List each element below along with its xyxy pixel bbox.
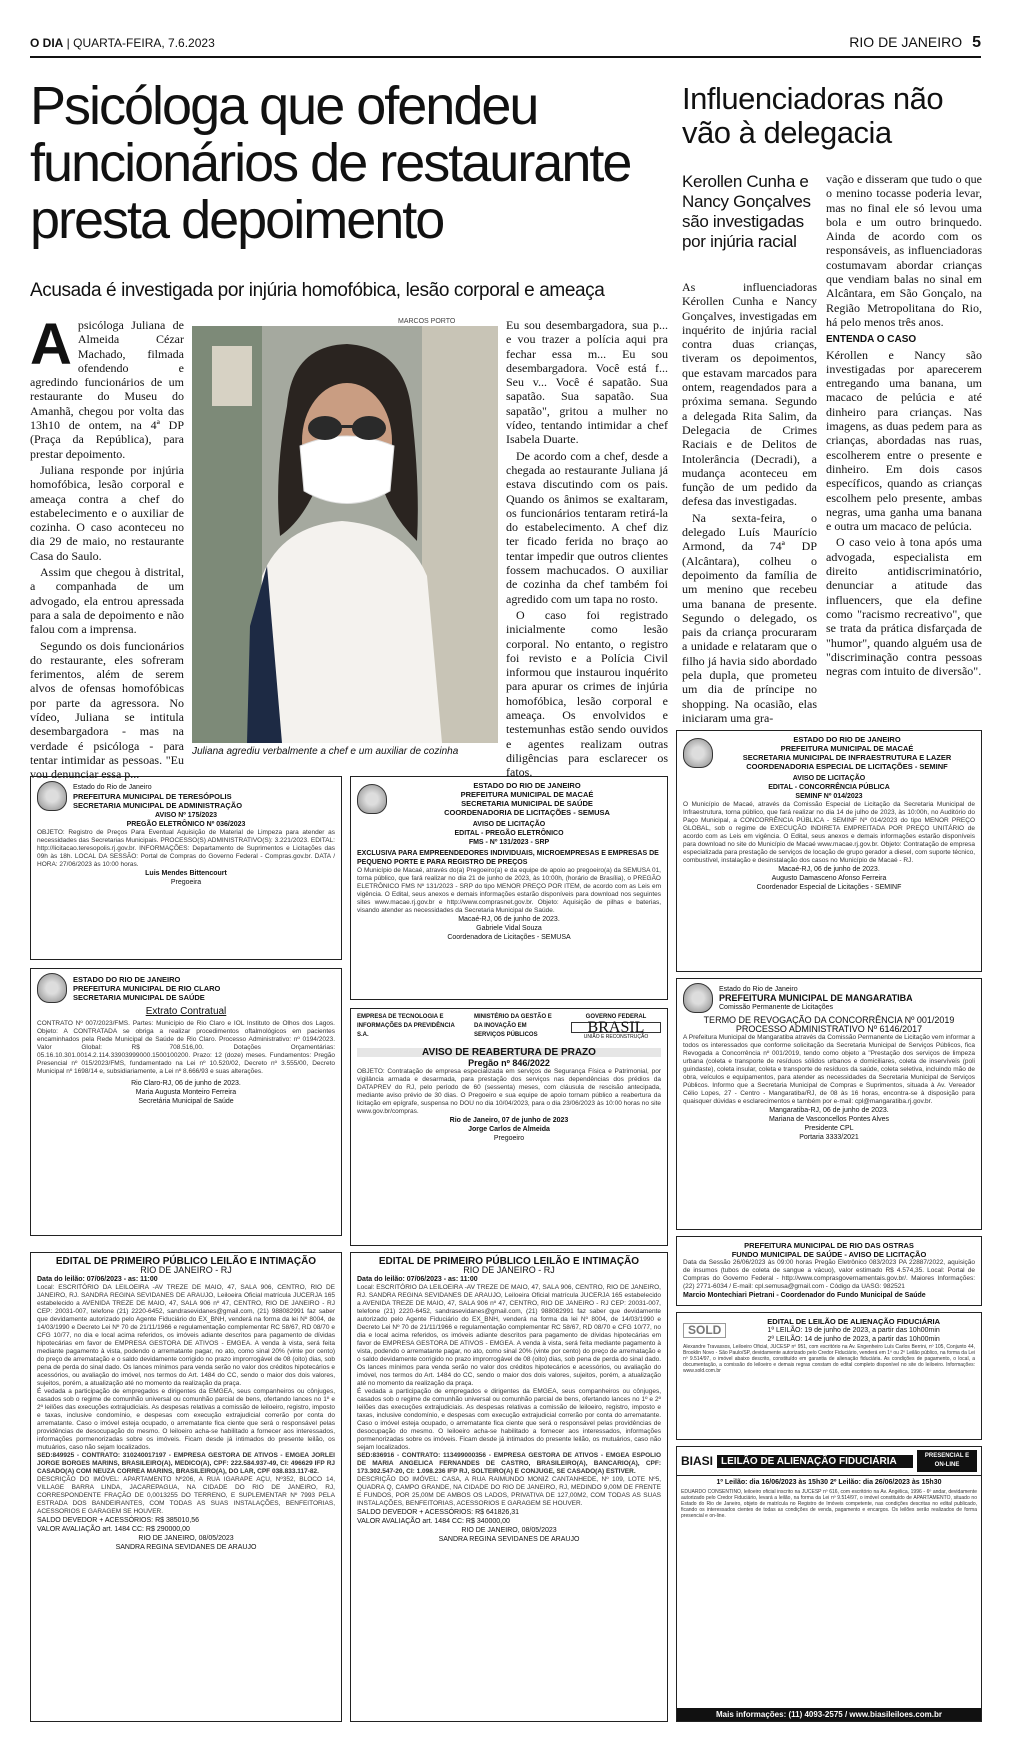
side-column-1 <box>682 280 817 725</box>
ad-signature: Mariana de Vasconcellos Pontes Alves <box>768 1116 890 1123</box>
ad-dates: 1º Leilão: dia 16/06/2023 às 15h30 2º Leilão: dia 26/06/2023 às 15h30 <box>716 1479 942 1486</box>
paragraph: O caso foi registrado inicialmente como lesão corporal. No entanto, o registro foi revisto e a Polícia Civil informou que instaurou inquérito para apurar os crimes de injúria homofóbica, lesão corporal e ameaça. Os envolvidos e testemunhas estão sendo ouvidos e agentes realizam outras diligências para esclarecer os fatos. <box>506 607 668 780</box>
ad-line: EDITAL - PREGÃO ELETRÔNICO <box>454 830 564 837</box>
sold-logo: SOLD <box>683 1323 726 1338</box>
ad-portaria: Portaria 3333/2021 <box>799 1134 859 1141</box>
paragraph: As influenciadoras Kérollen Cunha e Nancy Gonçalves, investigadas em inquérito de injúria racial contra duas crianças, tiveram os depoimentos, que estavam marcados para ontem, reagendados para a próxima semana. Segundo a delegada Rita Salim, da Delegacia de Crimes Raciais e de Delitos de Intolerância (Decradi), a mudança aconteceu em função de um pedido da defesa das investigadas. <box>682 280 817 509</box>
ad-city: RIO DE JANEIRO - RJ <box>140 1265 232 1275</box>
side-column-2 <box>826 172 982 698</box>
ad-line: COORDENADORIA ESPECIAL DE LICITAÇÕES - SEMINF <box>746 762 948 771</box>
ad-line: SECRETARIA MUNICIPAL DE SAÚDE <box>73 992 205 1002</box>
ad-badge: PRESENCIAL E ON-LINE <box>917 1450 977 1472</box>
ad-line: VALOR AVALIAÇÃO art. 1484 CC: R$ 340000,00 <box>357 1518 510 1525</box>
ad-body: É vedada a participação de empregados e dirigentes da EMGEA, seus companheiros ou cônjuges, casados sob o regime de comunhão universal ou comunhão parcial de bens, ofertando lances no 1º e 2º leilões das execuções extrajudiciais. As despesas relativas a comissão de leiloeiro, registro, imposto e taxas, inclusive condomínio, e despesas com execução extrajudicial correrão por conta do arrematante. Caso o imóvel esteja ocupado, o arrematante fica ciente que será o responsável pelas providências de desocupação do mesmo. O leiloeiro acha-se habilitado a fornecer aos interessados, informações pormenorizadas sobre os imóveis. Ficam desde já intimados do presente leilão, os mutuários, caso não sejam localizados. <box>357 1388 661 1451</box>
coat-of-arms-icon <box>37 781 67 811</box>
ad-title: TERMO DE REVOGAÇÃO DA CONCORRÊNCIA Nº 001/2019 <box>703 1015 955 1025</box>
ad-role: Pregoeira <box>170 879 202 886</box>
page-header <box>30 30 981 58</box>
ad-body: DESCRIÇÃO DO IMÓVEL: CASA, A RUA RAIMUNDO MONIZ CANTANHEDE, Nº 109, LOTE Nº5, QUADRA Q, CAMPO GRANDE, NA CIDADE DO RIO DE JANEIRO, RJ, MEDINDO 9,00M DE FRENTE E FUNDOS, POR 25,00M DE AMBOS OS LADOS, PRIVATIVA DE 127,00M2, COM TODAS AS SUAS INSTALAÇÕES, BENFEITORIAS, ACESSORIOS E GARAGEM SE HOUVER. <box>357 1476 661 1507</box>
ad-title: PROCESSO ADMINISTRATIVO Nº 6146/2017 <box>735 1024 923 1034</box>
ad-line: PREFEITURA MUNICIPAL DE TERESÓPOLIS <box>73 791 232 801</box>
ad-line: FUNDO MUNICIPAL DE SAÚDE - AVISO DE LICITAÇÃO <box>731 1250 927 1259</box>
ad-date: Rio de Janeiro, 07 de junho de 2023 <box>449 1117 569 1124</box>
ad-date: Mangaratiba-RJ, 06 de junho de 2023. <box>769 1107 889 1114</box>
ad-body: É vedada a participação de empregados e dirigentes da EMGEA, seus companheiros ou cônjuges, casados sob o regime de comunhão universal ou comunhão parcial de bens, ofertando lances no 1º e 2º leilões das execuções extrajudiciais. As despesas relativas a comissão de leiloeiro, registro, imposto e taxas, inclusive condomínio, e despesas com execução extrajudicial correrão por conta do arrematante. Caso o imóvel esteja ocupado, o arrematante fica ciente que será o responsável pelas providências de desocupação do mesmo. O leiloeiro acha-se habilitado a fornecer aos interessados, informações pormenorizadas sobre os imóveis. Ficam desde já intimados do presente leilão, os mutuários, caso não sejam localizados. <box>37 1388 335 1451</box>
ad-title: Extrato Contratual <box>145 1006 227 1017</box>
ad-line: Estado do Rio de Janeiro <box>73 783 152 791</box>
ad-body: Local: ESCRITÓRIO DA LEILOEIRA -AV TREZE DE MAIO, 47, SALA 906, CENTRO, RIO DE JANEIRO, RJ. SANDRA REGINA SEVIDANES DE ARAUJO, Leiloeira Oficial matrícula JUCERJA 165 estabelecido a AVENIDA TREZE DE MAIO, 47, SALA 906 nº 47, CENTRO, RIO DE JANEIRO - RJ CEP: 20031-007, telefone (21) 2220-6452, sandrasevidanes@gmail.com, (21) 988082991 faz saber que devidamente autorizado pelo Agente Fiduciário do EX_BNH, venderá na forma da lei Nº 8004, de 14/03/1990 e Decreto Lei Nº 70 de 21/11/1966 e regulamentação complementar RC 58/67, RD 08/70 e CFG 10/77, no dia e local acima referidos, os imóveis adiante descritos para pagamento de dívidas hipotecárias em favor de EMPRESA GESTORA DE ATIVOS - EMGEA. A venda à vista, será feita mediante pagamento à vista, podendo o arrematante pagar, no ato, como sinal 20% (vinte por cento) do preço de arrematação e o saldo devidamente corrigido no prazo improrrogável de 08 (oito) dias, sob pena de perda do sinal dado. Os lances mínimos para venda serão no valor dos créditos hipotecários e acessórios, ou avaliação do imóvel, nos termos do Art. 1484 do CC, sendo o maior dos dois valores, sujeitos, porém, a atualização até no momento da realização da praça. <box>37 1284 335 1387</box>
ad-body: A Prefeitura Municipal de Mangaratiba através da Comissão Permanente de Licitação vem informar a todos os interessados que conforme solicitação da Secretaria Municipal de Serviços Públicos, fica Revogada a Concorrência nº 001/2019, tendo como objeto a "Prestação dos serviços de limpeza urbana (coleta e transporte de resíduos sólidos urbanos e domiciliares, coleta de inservíveis (poli guindaste), coleta insular, coleta e transporte de resíduos da saúde, coleta seletiva, incluindo mão de obra, veículos e equipamentos, para atender as necessidades da Secretaria Municipal de Serviços Públicos. Informo que a Secretaria Municipal de Compras e Suprimentos, situada à Av. Vereador Célio Lopes, 27 - Centro - Mangaratiba/RJ, de 08 às 16 horas, encontra-se à disposição para quaisquer dúvidas e esclarecimentos e também por e-mail: cpl@mangaratiba.rj.gov.br. <box>683 1034 975 1105</box>
ad-line: AVISO DE LICITAÇÃO <box>792 775 866 782</box>
ad-signature: Augusto Damasceno Afonso Ferreira <box>771 875 887 882</box>
ad-body: EDUARDO CONSENTINO, leiloeiro oficial inscrito na JUCESP nº 616, com escritório na Av. Angélica, 1996 - 6º andar, devidamente autorizado pelo Credor Fiduciário, levará a leilão, na forma da Lei nº 9.514/97, o imóvel constituído de APARTAMENTO, situado no Estado do Rio de Janeiro, objeto de matrícula no Registro de Imóveis competente, nas condições descritas no edital publicado, ficando os interessados cientes de todas as condições de venda, pagamento e encargos. Os leilões serão realizados de forma presencial e on-line. <box>681 1489 977 1519</box>
ad-line: Estado do Rio de Janeiro <box>719 985 798 993</box>
ad-signature: SANDRA REGINA SEVIDANES DE ARAUJO <box>115 1544 257 1551</box>
ad-line: SECRETARIA MUNICIPAL DE ADMINISTRAÇÃO <box>73 800 243 810</box>
paper-name: O DIA <box>30 36 64 50</box>
ad-signature: Luis Mendes Bittencourt <box>145 870 227 877</box>
ad-body: OBJETO: Registro de Preços Para Eventual Aquisição de Material de Limpeza para atender as necessidades das Secretarias Municipais. PROCESSO(S) ADMINISTRATIVO(S): 3.221/2023. EDITAL: http://licitacao.teresopolis.rj.gov.br. INFORMAÇÕES: Departamento de Suprimentos e Licitações das 09h às 18h. LOCAL DA SESSÃO: Portal de Compras do Governo Federal - Compras.gov.br. DATA / HORA: 27/06/2023 às 10:00 horas. <box>37 829 335 868</box>
paragraph: De acordo com a chef, desde a chegada ao restaurante Juliana já estava discutindo com os pais. Quando os ânimos se exaltaram, os funcionários tentaram retirá-la do estabelecimento. A chef diz ter ficado ferida no braço ao tentar impedir que outros clientes fossem machucados. O auxiliar de cozinha da chef também foi agredido com um tapa no rosto. <box>506 448 668 606</box>
ad-rio-claro <box>30 968 342 1236</box>
ad-role: Coordenadora de Licitações - SEMUSA <box>447 934 571 941</box>
ad-biasi-leilao <box>676 1446 982 1722</box>
coat-of-arms-icon <box>683 983 713 1013</box>
main-deck: Acusada é investigada por injúria homofóbica, lesão corporal e ameaça <box>30 280 605 301</box>
ad-line: UNIÃO E RECONSTRUÇÃO <box>583 1034 649 1040</box>
ad-signature: SANDRA REGINA SEVIDANES DE ARAUJO <box>438 1536 580 1543</box>
paragraph: psicóloga Juliana de Almeida Cézar Machado, filmada ofendendo e agredindo funcionários de um restaurante do Museu do Amanhã, chegou por volta das 13h10 de ontem, na 4ª DP (Praça da República), para prestar depoimento. <box>30 318 184 461</box>
ad-line: ESTADO DO RIO DE JANEIRO <box>473 781 581 790</box>
paragraph: Eu sou desembargadora, sua p... e vou trazer a polícia aqui pra fechar essa m... Eu sou desembargadora. Você está f... Seu v... Você é sapatão. Sua sapatão. Sua sapatão. Sua sapatão", gritou a mulher no vídeo, tentando intimidar a chef Isabela Duarte. <box>506 318 668 447</box>
ad-signature: Marcio Montechiari Pietrani - Coordenador do Fundo Municipal de Saúde <box>683 1292 926 1299</box>
ad-line: SECRETARIA MUNICIPAL DE SAÚDE <box>461 799 593 808</box>
ad-line: GOVERNO FEDERAL <box>585 1014 647 1020</box>
ad-body: DESCRIÇÃO DO IMÓVEL: APARTAMENTO Nº206, A RUA IGARAPE AÇU, Nº352, BLOCO 14, VILLAGE BARRA LINDA, JACAREPAGUA, NA CIDADE DO RIO DE JANEIRO, RJ, CORRESPONDENTE FRAÇÃO DE 0,0013255 DO TERRENO, E SUPLEMENTAR Nº 7993 PELA ESTRADA DOS BANDEIRANTES, COM TODAS AS SUAS INSTALAÇÕES, BENFEITORIAS, ACESSORIOS E GARAGEM SE HOUVER. <box>37 1476 335 1515</box>
paragraph: Assim que chegou à distrital, a companhada de um advogado, ela entrou apressada para a sala de depoimento e não falou com a imprensa. <box>30 565 184 637</box>
biasi-logo: BIASI <box>681 1453 714 1468</box>
ad-body: Local: ESCRITÓRIO DA LEILOEIRA -AV TREZE DE MAIO, 47, SALA 906, CENTRO, RIO DE JANEIRO, RJ. SANDRA REGINA SEVIDANES DE ARAUJO, Leiloeira Oficial matrícula JUCERJA 165 estabelecido a AVENIDA TREZE DE MAIO, 47, SALA 906 nº 47, CENTRO, RIO DE JANEIRO - RJ CEP: 20031-007, telefone (21) 2220-6452, sandrasevidanes@gmail.com, (21) 988082991 faz saber que devidamente autorizado pelo Agente Fiduciário do EX_BNH, venderá na forma da lei Nº 8004, de 14/03/1990 e Decreto Lei Nº 70 de 21/11/1966 e regulamentação complementar RC 58/67, RD 08/70 e CFG 10/77, no dia e local acima referidos, os imóveis adiante descritos para pagamento de dívidas hipotecárias em favor de EMPRESA GESTORA DE ATIVOS - EMGEA. A venda à vista, será feita mediante pagamento à vista, podendo o arrematante pagar, no ato, como sinal 20% (vinte por cento) do preço de arrematação e o saldo devidamente corrigido no prazo improrrogável de 08 (oito) dias, sob pena de perda do sinal dado. Os lances mínimos para venda serão no valor dos créditos hipotecários e acessórios, ou avaliação do imóvel, nos termos do Art. 1484 do CC, sendo o maior dos dois valores, sujeitos, porém, a atualização até no momento da realização da praça. <box>357 1284 661 1387</box>
ad-line: SALDO DEVEDOR + ACESSÓRIOS: R$ 385010,56 <box>37 1517 200 1524</box>
ad-line: SALDO DEVEDOR + ACESSÓRIOS: R$ 641826,31 <box>357 1509 520 1516</box>
ad-leilao-2 <box>350 1252 668 1722</box>
ad-body: Alexandre Travassos, Leiloeiro Oficial, JUCESP nº 951, com escritório na Av. Engenheiro Luís Carlos Berrini, nº 105, Conjunto 44, Brooklin Novo - São Paulo/SP, devidamente autorizado pelo Credor Fiduciário, venderá em 1º ou 2º Leilão público, na forma da Lei nº 9.514/97, o imóvel abaixo descrito, constituído em garantia de alienação fiduciária. As condições de pagamento, o local, a documentação, a comissão do leiloeiro e demais regras constam do edital completo disponível no site do leiloeiro. Informações: www.sold.com.br <box>683 1344 975 1374</box>
ad-line: MINISTÉRIO DA GESTÃO E DA INOVAÇÃO EM SERVIÇOS PÚBLICOS <box>474 1014 552 1038</box>
section-name: RIO DE JANEIRO <box>849 34 963 50</box>
ad-line: AVISO Nº 175/2023 <box>155 812 217 819</box>
ad-line: AVISO DE LICITAÇÃO <box>472 821 546 828</box>
ad-line: SECRETARIA MUNICIPAL DE INFRAESTRUTURA E LAZER <box>742 753 952 762</box>
main-headline: Psicóloga que ofendeu funcionários de restaurante presta depoimento <box>30 76 631 250</box>
ad-line: PREFEITURA MUNICIPAL DE MANGARATIBA <box>719 992 913 1003</box>
paragraph: vação e disseram que tudo o que o menino tocasse poderia levar, mas no final ele só levou uma bola e um outro brinquedo. Ainda de acordo com os responsáveis, as influenciadoras costumavam abordar crianças que vendiam balas no sinal em Alcântara, em São Gonçalo, na Região Metropolitana do Rio, há pelo menos três anos. <box>826 172 982 329</box>
side-deck: Kerollen Cunha e Nancy Gonçalves são investigadas por injúria racial <box>682 172 811 251</box>
ad-date-line: Data do leilão: 07/06/2023 - as: 11:00 <box>357 1276 478 1283</box>
header-right <box>849 34 981 52</box>
ad-line: EXCLUSIVA PARA EMPREENDEDORES INDIVIDUAIS, MICROEMPRESAS E EMPRESAS DE PEQUENO PORTE E PARA REGISTRO DE PREÇOS <box>357 850 659 866</box>
ad-body: O Município de Macaé, através da Comissão Especial de Licitação da Secretaria Municipal de Infraestrutura, torna público, que fará realizar no dia 14 de julho de 2023, às 10:00h, no Auditório do Paço Municipal, a CONCORRÊNCIA PÚBLICA - SEMINF Nº 014/2023 do tipo MENOR PREÇO GLOBAL, sob o regime de EXECUÇÃO INDIRETA EMPREITADA POR PREÇO UNITÁRIO de acordo com as Leis em vigência. O Edital, seus anexos e demais informações estarão disponíveis para download no site do Município de Macaé www.macae.rj.gov.br. Objeto: Contratação de empresa especializada para prestação de serviços de locação de grupo gerador a diesel, com suporte técnico, combustível, instalação e desinstalação dos casos no Município de Macaé - RJ. <box>683 801 975 864</box>
photo-credit: MARCOS PORTO <box>398 318 456 325</box>
ad-date: RIO DE JANEIRO, 08/05/2023 <box>138 1535 234 1542</box>
main-column-3 <box>506 318 668 780</box>
ad-line: Comissão Permanente de Licitações <box>719 1003 834 1011</box>
paragraph: Juliana responde por injúria homofóbica, lesão corporal e ameaça contra a chef do estabelecimento e o auxiliar de cozinha. O caso aconteceu no dia 29 de maio, no restaurante Casa do Saulo. <box>30 462 184 563</box>
ad-body: OBJETO: Contratação de empresa especializada em serviços de Segurança Física e Patrimonial, por vigilância armada e desarmada, para prestação dos serviços nas dependências dos prédios da DATAPREV do RJ, pelo período de 60 (sessenta) meses, com cláusula de rescisão antecipada, mediante aviso prévio de 30 dias. O Pregoeiro e sua equipe de apoio tornam público a reabertura da licitação em epígrafe, suspensa no DOU no dia 10/04/2023, para o dia 23/06/2023 às 10:00 horas no site www.gov.br/compras. <box>357 1068 661 1115</box>
edition-date: QUARTA-FEIRA, 7.6.2023 <box>73 36 215 50</box>
ad-line: COORDENADORIA DE LICITAÇÕES - SEMUSA <box>444 808 610 817</box>
ad-body: O Município de Macaé, através do(a) Pregoeiro(a) e da equipe de apoio ao pregoeiro(a) da SEMUSA 01, torna público, que fará realizar no dia 21 de junho de 2023, às 10:00h, (horário de Brasília), o PREGÃO ELETRÔNICO FMS Nº 131/2023 - SRP do tipo MENOR PREÇO POR ITEM, de acordo com as Leis em vigência. O Edital, seus anexos e demais informações estarão disponíveis para download nos seguintes sites www.macae.rj.gov.br e http://www.comprasnet.gov.br. Objeto: Aquisição de pilhas e baterias, visando atender as necessidades da Secretaria Municipal de Saúde. <box>357 867 661 914</box>
ad-signature: Gabriele Vidal Souza <box>476 925 542 932</box>
ad-date: Rio Claro-RJ, 06 de junho de 2023. <box>131 1080 241 1087</box>
ad-line: PREFEITURA MUNICIPAL DE MACAÉ <box>460 790 594 799</box>
ad-line: FMS - Nº 131/2023 - SRP <box>468 839 550 846</box>
paragraph: Kérollen e Nancy são investigadas por aparecerem entregando uma banana, um macaco de pelúcia e até dinheiro para crianças. Nas imagens, as duas pedem para as crianças, abordadas nas ruas, escolherem entre o presente e dinheiro. Em dois casos específicos, quando as crianças escolhem pelo presente, ambas negras, uma ganha uma banana e outra um macaco de pelúcia. <box>826 347 982 534</box>
header-left: O DIA | QUARTA-FEIRA, 7.6.2023 <box>30 36 215 50</box>
ad-line: VALOR AVALIAÇÃO art. 1484 CC: R$ 290000,00 <box>37 1526 190 1533</box>
ad-line: ESTADO DO RIO DE JANEIRO <box>793 735 901 744</box>
ad-mangaratiba <box>676 978 982 1230</box>
ad-title: LEILÃO DE ALIENAÇÃO FIDUCIÁRIA <box>717 1455 913 1468</box>
ad-teresopolis <box>30 776 342 960</box>
ad-dataprev <box>350 1008 668 1246</box>
ad-leilao-1 <box>30 1252 342 1722</box>
ad-macae-infra <box>676 730 982 972</box>
paragraph: Na sexta-feira, o delegado Luís Maurício Armond, da 74ª DP (Alcântara), colheu o depoimento da família de um menino que recebeu uma banana de presente. Segundo o delegado, os pais da criança procuraram a unidade e relataram que o filho já havia sido abordado pela dupla, que prometeu um dia de príncipe no shopping. Na ocasião, elas iniciaram uma gra- <box>682 510 817 725</box>
news-photo <box>192 326 498 743</box>
ad-line: PREGÃO ELETRÔNICO Nº 036/2023 <box>126 821 246 828</box>
woman-photo-illustration <box>192 326 498 743</box>
paragraph: O caso veio à tona após uma advogada, especialista em direito antidiscriminatório, denunciar a atitude das influencers, que ela define como "racismo recreativo", que se trata da prática disfarçada de "humor", quando alguém usa de "discriminação contra pessoas negras com intuito de diversão". <box>826 535 982 679</box>
ad-line: 1º LEILÃO: 19 de junho de 2023, a partir das 10h00min <box>767 1327 940 1334</box>
coat-of-arms-icon <box>357 784 387 814</box>
ad-rio-das-ostras <box>676 1236 982 1306</box>
ad-line: 2º LEILÃO: 14 de junho de 2023, a partir das 10h00min <box>767 1336 940 1343</box>
side-headline: Influenciadoras não vão à delegacia <box>682 81 944 150</box>
ad-line: PREFEITURA MUNICIPAL DE RIO DAS OSTRAS <box>744 1241 914 1250</box>
ad-date: Macaé-RJ, 06 de junho de 2023. <box>778 866 880 873</box>
ad-footer: Mais informações: (11) 4093-2575 / www.biasileiloes.com.br <box>677 1708 981 1721</box>
dropcap: A <box>30 312 72 377</box>
photo-caption: Juliana agrediu verbalmente a chef e um auxiliar de cozinha <box>192 746 459 757</box>
ad-signature: Jorge Carlos de Almeida <box>468 1126 550 1133</box>
main-column-1 <box>30 312 184 782</box>
ad-sold-leilao <box>676 1312 982 1440</box>
ad-title: EDITAL DE PRIMEIRO PÚBLICO LEILÃO E INTIMAÇÃO <box>378 1256 640 1267</box>
ad-date: RIO DE JANEIRO, 08/05/2023 <box>461 1527 557 1534</box>
ad-subtitle: Pregão nº 846/2022 <box>468 1058 550 1068</box>
ad-title: AVISO DE REABERTURA DE PRAZO <box>357 1048 661 1057</box>
ad-body: SED:836916 - CONTRATO: 113499000356 - EMPRESA GESTORA DE ATIVOS - EMGEA ESPOLIO DE MARIA ANGELICA FERNANDES DE CASTRO, BRASILEIRO(A), BANCARIO(A), CPF: 173.302.547-20, CI: 1.098.236 IFP RJ, SOLTEIRO(A) E CONJUGE, SE CASADO(A) ESTIVER. <box>357 1452 661 1475</box>
ad-line: PREFEITURA MUNICIPAL DE RIO CLARO <box>73 983 221 993</box>
ad-date: Macaé-RJ, 06 de junho de 2023. <box>458 916 560 923</box>
ad-line: EMPRESA DE TECNOLOGIA E INFORMAÇÕES DA PREVIDÊNCIA S.A. <box>357 1014 455 1038</box>
page-number: 5 <box>972 34 981 51</box>
ad-role: Pregoeiro <box>493 1135 525 1142</box>
coat-of-arms-icon <box>37 973 67 1003</box>
ad-city: RIO DE JANEIRO - RJ <box>463 1265 555 1275</box>
ad-body: SED:849925 - CONTRATO: 310240017197 - EMPRESA GESTORA DE ATIVOS - EMGEA JORLEI JORGE BORGES MARINS, BRASILEIRO(A), MEDICO(A), CPF: 222.584.937-49, CI: 496629 IFP RJ CASADO(A) COM NEUZA CORREA MARINS, BRASILEIRO(A), DO LAR, CPF 038.833.117-82. <box>37 1452 335 1475</box>
entenda-label: ENTENDA O CASO <box>826 334 917 346</box>
ad-line: SEMINF Nº 014/2023 <box>795 793 863 800</box>
ad-line: EDITAL DE LEILÃO DE ALIENAÇÃO FIDUCIÁRIA <box>767 1317 941 1326</box>
ad-date-line: Data do leilão: 07/06/2023 - as: 11:00 <box>37 1276 158 1283</box>
ad-title: EDITAL DE PRIMEIRO PÚBLICO LEILÃO E INTIMAÇÃO <box>55 1256 317 1267</box>
ad-macae-saude <box>350 776 668 1000</box>
ad-role: Coordenador Especial de Licitações - SEMINF <box>756 884 902 891</box>
ad-line: ESTADO DO RIO DE JANEIRO <box>73 974 181 984</box>
ad-role: Secretária Municipal de Saúde <box>138 1098 234 1105</box>
ad-body: Data da Sessão 26/06/2023 às 09:00 horas Pregão Eletrônico 083/2023 PA 22887/2022, aquisição de insumos (tubos de coleta de sangue a vácuo), valor estimado R$ 4.574,35. Local: Portal de Compras do Governo Federal - http://www.comprasgovernamentais.gov.br/. Maiores Informações: (22) 2771-6034 / E-mail: cpl.semusa@gmail.com - Código da UASG: 982521 <box>683 1259 975 1290</box>
ad-line: PREFEITURA MUNICIPAL DE MACAÉ <box>780 744 914 753</box>
brasil-logo: BRASIL <box>571 1022 661 1033</box>
ad-body: CONTRATO Nº 007/2023/FMS. Partes: Município de Rio Claro e IOL Instituto de Olhos dos Lagos. Objeto: A CONTRATADA se obriga a realizar procedimentos oftalmológicos em pacientes encaminhados pela Rede Municipal de Saúde de Rio Claro. Processo Administrativo: nº 0194/2023. Valor Global: R$ 708.516,00. Dotações Orçamentárias: 05.16.10.301.0014.2.114.33903999000.1500100200. Prazo: 12 (doze) meses. Fundamentos: Pregão Presencial nº 015/2023/FMS, fundamentado na Lei nº 10.520/02, Decreto nº 3.555/00, Decreto Municipal nº 1698/14 e, subsidiariamente, a Lei nº 8.666/93 e suas alterações. <box>37 1020 335 1075</box>
paragraph: Segundo os dois funcionários do restaurante, eles sofreram ferimentos, além de serem alvos de ofensas homofóbicas por parte da agressora. No vídeo, Juliana se intitula desembargadora - mas na verdade é psicóloga - para tentar intimidar as pessoas. "Eu vou denunciar essa p... <box>30 638 184 782</box>
ad-signature: Maria Augusta Monteiro Ferreira <box>135 1089 237 1096</box>
ad-line: EDITAL - CONCORRÊNCIA PÚBLICA <box>768 784 890 791</box>
ad-role: Presidente CPL <box>804 1125 854 1132</box>
coat-of-arms-icon <box>683 738 713 768</box>
